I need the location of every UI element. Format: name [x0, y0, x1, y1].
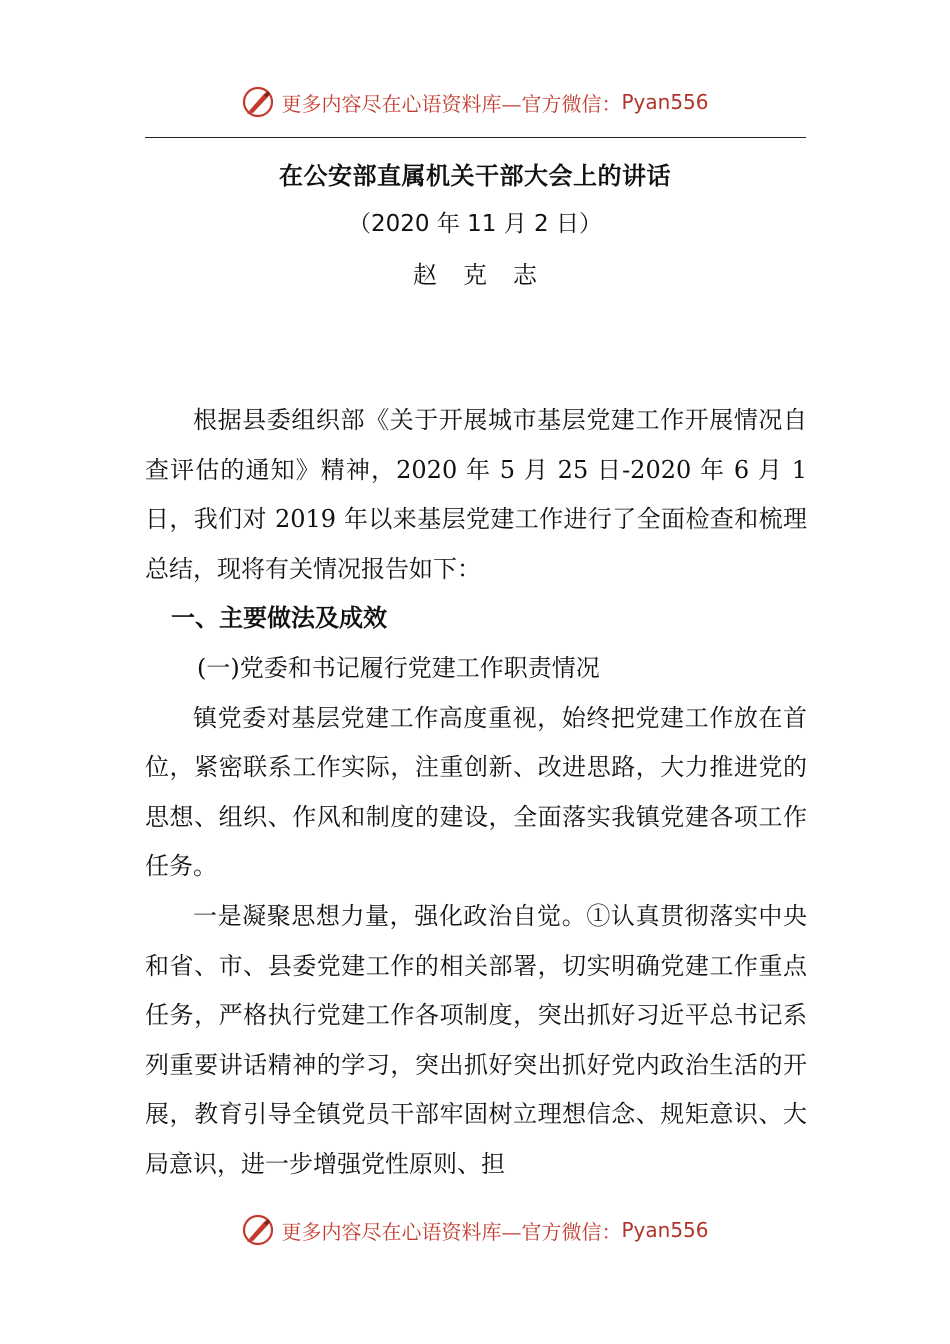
document-date: （2020 年 11 月 2 日）: [348, 211, 602, 237]
document-title: 在公安部直属机关干部大会上的讲话: [279, 162, 671, 190]
watermark-wechat-id: Pyan556: [621, 1218, 709, 1242]
watermark-text: 更多内容尽在心语资料库—官方微信：: [281, 1219, 622, 1244]
watermark-banner-top: [0, 82, 950, 122]
body-paragraph: 一是凝聚思想力量，强化政治自觉。①认真贯彻落实中央和省、市、县委党建工作的相关部署，切实明确党建工作重点任务，严格执行党建工作各项制度，突出抓好习近平总书记系列重要讲话精神的学习，突出抓好突出抓好党内政治生活的开展，教育引导全镇党员干部牢固树立理想信念、规矩意识、大局意识，进一步增强党性原则、担: [145, 901, 807, 1178]
document-body: [145, 396, 807, 1190]
watermark-banner-bottom: [0, 1210, 950, 1250]
intro-paragraph: 根据县委组织部《关于开展城市基层党建工作开展情况自查评估的通知》精神，2020 年 5 月 25 日-2020 年 6 月 1 日，我们对 2019 年以来基层党建工作进行了全面检查和梳理总结，现将有关情况报告如下：: [145, 406, 807, 583]
body-paragraph: 镇党委对基层党建工作高度重视，始终把党建工作放在首位，紧密联系工作实际，注重创新、改进思路，大力推进党的思想、组织、作风和制度的建设，全面落实我镇党建各项工作任务。: [145, 703, 807, 881]
document-author: 赵克志: [413, 261, 563, 289]
section-heading: 一、主要做法及成效: [171, 604, 387, 633]
watermark-text: 更多内容尽在心语资料库—官方微信：: [281, 91, 622, 116]
pen-logo-icon: [241, 1213, 275, 1247]
pen-logo-icon: [241, 85, 275, 119]
header-divider: [145, 137, 806, 138]
subsection-heading: (一)党委和书记履行党建工作职责情况: [197, 653, 600, 682]
watermark-wechat-id: Pyan556: [621, 90, 709, 114]
